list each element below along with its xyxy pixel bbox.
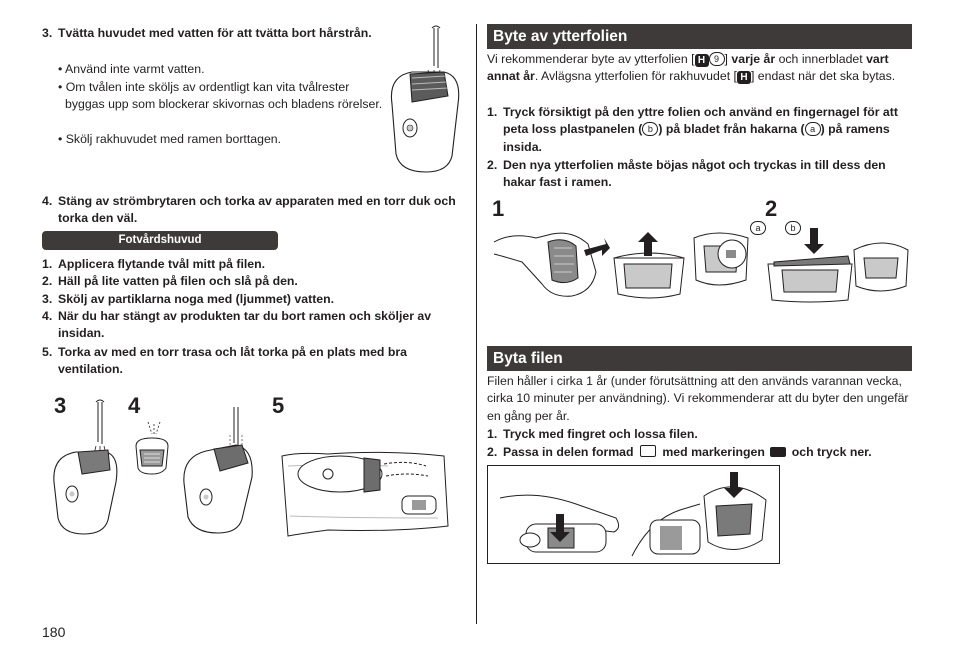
file-step-1: 1. Tryck med fingret och lossa filen. [487,427,698,441]
file-release-illustration [496,488,626,558]
callout-b: b [785,220,801,237]
marking-solid-icon [770,447,786,457]
outer-foil-intro: Vi rekommenderar byte av ytterfolien [ H 9 ] varje år och innerbladet vart annat år. Avlägsna ytterfolien för rakhuvudet [ H ] endast när det ska bytas. [487,52,896,84]
file-insert-illustration [630,470,774,560]
foot-file-wash-illustration [180,405,260,535]
file-replacement-illustration-box [487,465,780,564]
foot-file-head-illustration [132,420,172,476]
foot-step-1: 1. Applicera flytande tvål mitt på filen. [42,257,266,271]
head-h-icon: H [695,54,709,67]
figure-label-1: 1 [492,196,505,221]
step-3: 3. Tvätta huvudet med vatten för att tvätta bort hårstrån. [42,26,372,40]
replace-file-heading: Byta filen [487,346,912,371]
file-step-2: 2. Passa in delen formad med markeringen och tryck ner. [487,445,872,459]
figure-label-3: 3 [54,393,67,418]
drying-cloth-illustration [268,446,454,540]
foil-frame-open-illustration [610,236,688,302]
figure-label-4: 4 [128,393,141,418]
outer-foil-replacement-heading: Byte av ytterfolien [487,24,912,49]
foil-removal-hand-illustration [492,222,610,302]
foil-insert-illustration [764,230,912,304]
callout-a: a [750,220,766,237]
foot-step-2: 2. Häll på lite vatten på filen och slå på den. [42,274,298,288]
step-3-bullet-1: • Använd inte varmt vatten. [58,62,205,76]
foil-frame-hook-illustration [688,224,754,294]
page-number: 180 [42,624,66,640]
figure-label-5: 5 [272,393,285,418]
foil-step-2: 2. Den nya ytterfolien måste böjas något och tryckas in till dess den hakar fast i ramen. [487,158,886,190]
foot-step-3: 3. Skölj av partiklarna noga med (ljummet) vatten. [42,292,335,306]
foot-file-rinse-illustration [50,398,120,536]
step-3-bullet-3: • Skölj rakhuvudet med ramen borttagen. [58,132,282,146]
foot-step-4: 4. När du har stängt av produkten tar du bort ramen och sköljer av insidan. [42,309,432,341]
foot-step-5: 5. Torka av med en torr trasa och låt torka på en plats med bra ventilation. [42,345,407,377]
foil-step-1: 1. Tryck försiktigt på den yttre folien och använd en fingernagel för att peta loss plastpanelen ( b ) på bladet från hakarna ( a ) på ramens insida. [487,105,898,154]
step-3-bullet-2: • Om tvålen inte sköljs av ordentligt kan vita tvålrester byggas upp som blockerar skivornas och bladens rörelser. [58,80,383,112]
circle-a-icon: a [805,122,821,136]
circle-9-icon: 9 [709,52,725,66]
figure-label-2: 2 [765,196,778,221]
foot-care-head-heading: Fotvårdshuvud [42,231,278,250]
shape-outline-icon [640,445,656,457]
replace-file-intro: Filen håller i cirka 1 år (under förutsättning att den används varannan vecka, cirka 10 minuter per användning). Vi rekommenderar att du byter den ungefär en gång per år. [487,374,909,423]
circle-b-icon: b [642,122,658,136]
epilator-rinse-illustration [382,26,466,174]
step-4: 4. Stäng av strömbrytaren och torka av apparaten med en torr duk och torka den väl. [42,194,456,226]
head-h-icon: H [737,71,751,84]
column-divider [476,24,477,624]
